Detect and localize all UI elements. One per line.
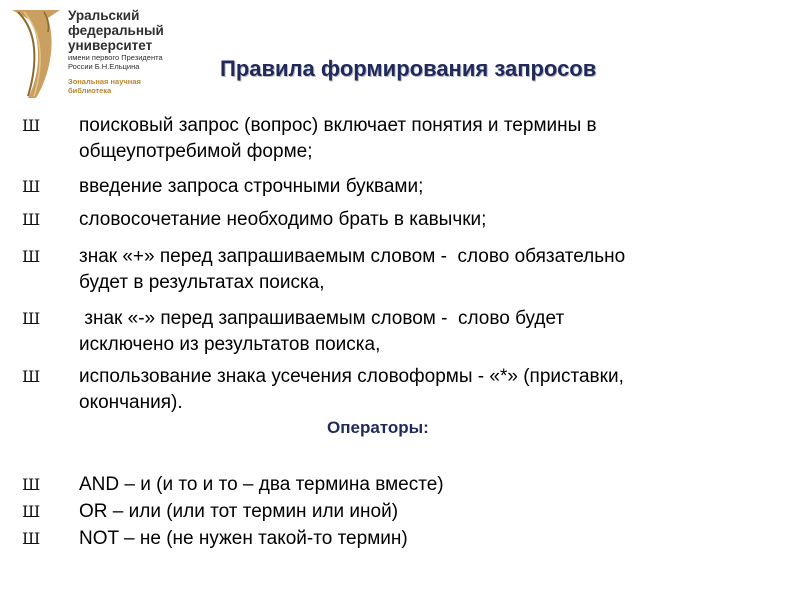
bullet-marker: Ш xyxy=(22,247,42,266)
slide-title: Правила формирования запросов xyxy=(220,56,597,81)
logo-line: университет xyxy=(68,38,153,53)
rule-text: знак «-» перед запрашиваемым словом - слово будет исключено из результатов поиска, xyxy=(79,308,565,355)
logo-line: федеральный xyxy=(68,23,164,38)
university-emblem-icon xyxy=(10,8,62,100)
operator-text: OR – или (или тот термин или иной) xyxy=(79,501,399,522)
logo-subtitle: России Б.Н.Ельцина xyxy=(68,62,140,71)
logo-line: Уральский xyxy=(68,8,140,23)
rule-text: поисковый запрос (вопрос) включает понятия и термины в общеупотребимой форме; xyxy=(79,115,597,162)
rule-text: знак «+» перед запрашиваемым словом - слово обязательно будет в результатах поиска, xyxy=(79,246,626,293)
university-logo xyxy=(10,8,210,108)
logo-subtitle: имени первого Президента xyxy=(68,53,163,62)
rule-text: использование знака усечения словоформы - «*» (приставки, окончания). xyxy=(79,366,624,413)
logo-library-label: Зональная научная xyxy=(68,77,141,86)
rule-text: словосочетание необходимо брать в кавычки; xyxy=(79,209,487,230)
bullet-marker: Ш xyxy=(22,309,42,328)
logo-text xyxy=(68,8,208,95)
bullet-marker: Ш xyxy=(22,475,42,494)
bullet-marker: Ш xyxy=(22,367,42,386)
logo-library-label: библиотека xyxy=(68,86,112,95)
operator-text: AND – и (и то и то – два термина вместе) xyxy=(79,474,444,495)
bullet-marker: Ш xyxy=(22,210,42,229)
operators-heading: Операторы: xyxy=(327,418,429,437)
bullet-marker: Ш xyxy=(22,116,42,135)
rule-text: введение запроса строчными буквами; xyxy=(79,176,424,197)
operator-text: NOT – не (не нужен такой-то термин) xyxy=(79,528,408,549)
bullet-marker: Ш xyxy=(22,529,42,548)
bullet-marker: Ш xyxy=(22,177,42,196)
bullet-marker: Ш xyxy=(22,502,42,521)
